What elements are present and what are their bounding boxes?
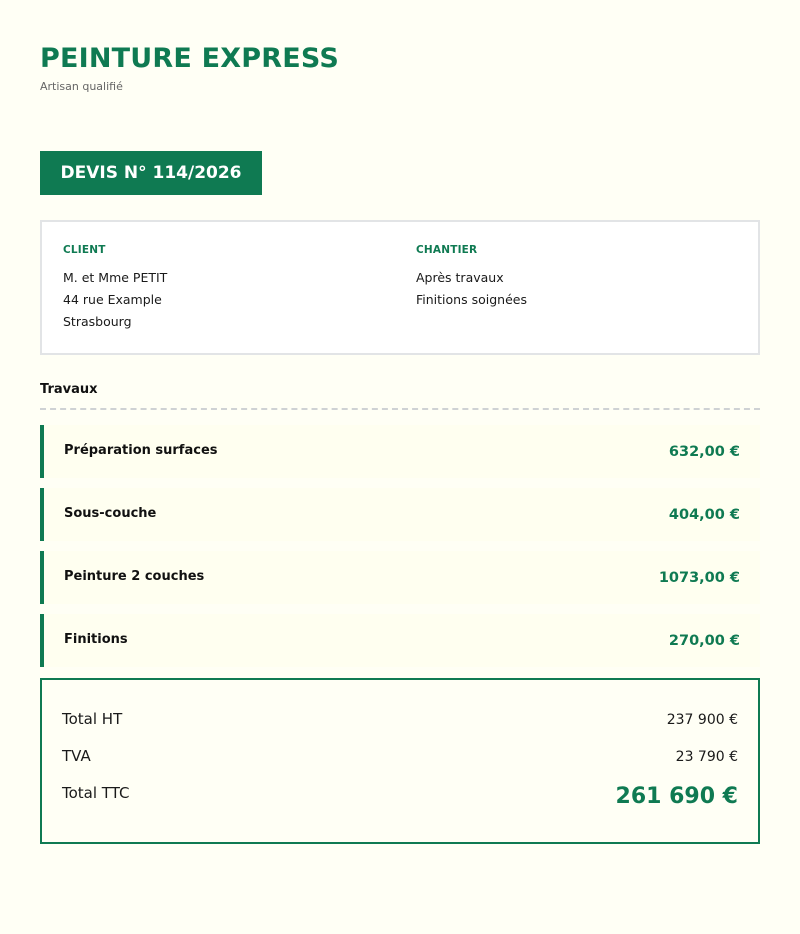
- total-ht-row: [62, 710, 738, 728]
- tva-value: 23 790 €: [675, 749, 738, 765]
- site-block: [416, 244, 527, 311]
- client-name: M. et Mme PETIT: [63, 270, 168, 285]
- company-tagline: Artisan qualifié: [40, 80, 123, 93]
- work-item: [40, 551, 760, 604]
- totals-box: [40, 678, 760, 844]
- total-ht-label: Total HT: [62, 710, 123, 728]
- work-item-label: Sous-couche: [64, 506, 157, 521]
- work-item-label: Préparation surfaces: [64, 443, 218, 458]
- total-ttc-label: Total TTC: [62, 784, 130, 802]
- work-item: [40, 488, 760, 541]
- client-site-info-box: [40, 220, 760, 355]
- client-block: [63, 244, 167, 333]
- tva-label: TVA: [62, 747, 91, 765]
- total-ht-value: 237 900 €: [666, 712, 738, 728]
- client-address: 44 rue Example: [63, 292, 162, 307]
- work-item-price: 632,00 €: [668, 443, 740, 460]
- site-line: Après travaux: [416, 270, 504, 285]
- client-city: Strasbourg: [63, 314, 132, 329]
- site-line: Finitions soignées: [416, 292, 527, 307]
- work-item-price: 270,00 €: [668, 632, 740, 649]
- work-item-label: Finitions: [64, 632, 128, 647]
- tva-row: [62, 747, 738, 765]
- section-divider: [40, 408, 760, 410]
- total-ttc-row: [62, 784, 738, 809]
- work-item-price: 404,00 €: [668, 506, 740, 523]
- quote-number-banner: DEVIS N° 114/2026: [40, 151, 262, 195]
- work-item: [40, 425, 760, 478]
- works-section-title: Travaux: [40, 382, 98, 397]
- work-item-price: 1073,00 €: [658, 569, 740, 586]
- work-item-label: Peinture 2 couches: [64, 569, 205, 584]
- company-name: PEINTURE EXPRESS: [40, 43, 340, 74]
- client-heading: CLIENT: [63, 244, 106, 256]
- work-item: [40, 614, 760, 667]
- total-ttc-value: 261 690 €: [615, 784, 738, 809]
- site-heading: CHANTIER: [416, 244, 478, 256]
